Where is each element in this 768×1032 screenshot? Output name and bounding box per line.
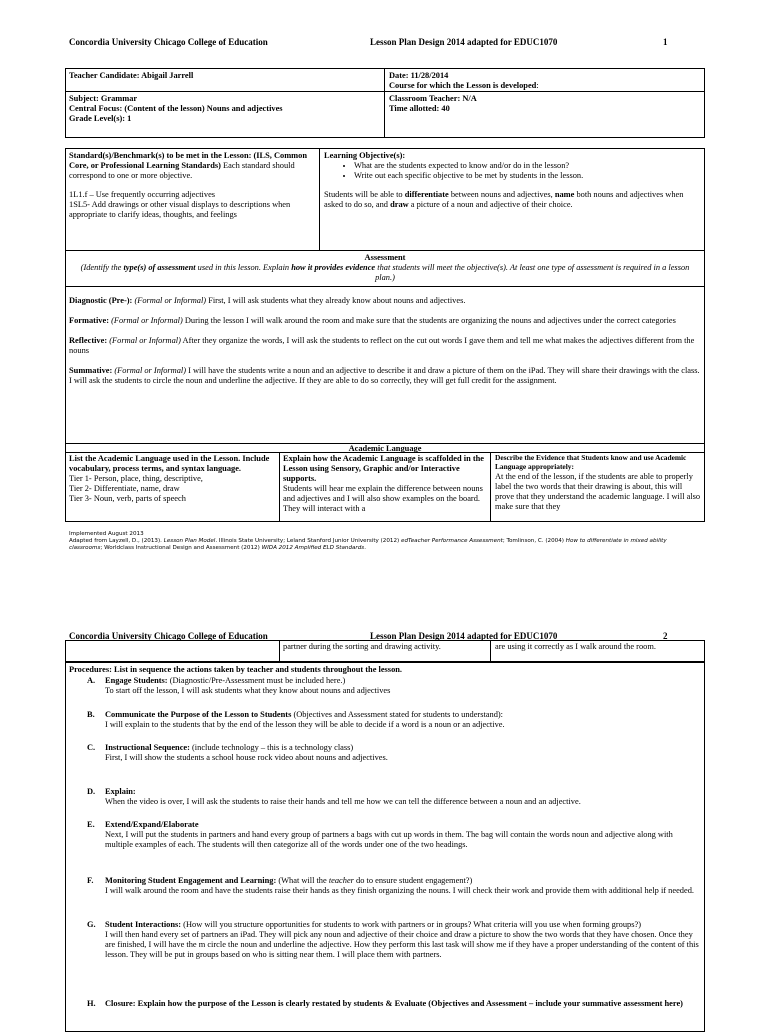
page-number: 1 <box>663 37 668 47</box>
assessment-instructions: (Identify the type(s) of assessment used in this lesson. Explain how it provides evidence that students will meet the objective(s). At least one type of assessment is required in a lesson plan.) <box>80 263 690 283</box>
objectives-cell <box>324 151 702 210</box>
procedure-step-e: E. Extend/Expand/Elaborate Next, I will put the students in partners and hand every group of partners a bags with cut up words in them. The bag will contain the words noun and adjective along with multiple examples of each. The students will then categorize all of the words under one of the two headings. <box>87 820 673 850</box>
tier-line: Tier 3- Noun, verb, parts of speech <box>69 494 186 504</box>
page-header-center: Lesson Plan Design 2014 adapted for EDUC1070 <box>370 37 558 47</box>
subject: Subject: Grammar <box>69 94 138 103</box>
academic-language-title: Academic Language <box>348 444 422 453</box>
classroom-teacher: Classroom Teacher: N/A <box>389 94 477 103</box>
tier-line: Tier 1- Person, place, thing, descriptive, <box>69 474 203 484</box>
procedures-title: Procedures: List in sequence the actions taken by teacher and students throughout the lesson. <box>69 665 403 674</box>
procedure-step-a: A. Engage Students: (Diagnostic/Pre-Assessment must be included here.) To start off the lesson, I will ask students what they know about nouns and adjectives <box>87 676 391 696</box>
academic-col-2 <box>283 454 486 520</box>
course-label: Course for which the Lesson is developed <box>389 81 537 90</box>
page-header-left: Concordia University Chicago College of Education <box>69 37 268 47</box>
reflective-assessment: Reflective: (Formal or Informal) After they organize the words, I will ask the students to reflect on the cut out words I gave them and tell me what makes the adjectives different from the nouns <box>69 336 695 356</box>
central-focus: Central Focus: (Content of the lesson) Nouns and adjectives <box>69 104 283 113</box>
footnote <box>69 531 699 552</box>
course-colon: : <box>536 81 539 90</box>
procedure-step-h: H. Closure: Explain how the purpose of the Lesson is clearly restated by students & Evaluate (Objectives and Assessment – include your summative assessment here) <box>87 999 683 1008</box>
course-line <box>389 81 539 91</box>
academic-col-1 <box>69 454 276 504</box>
lesson-date: Date: 11/28/2014 <box>389 71 449 80</box>
grade-level: Grade Level(s): 1 <box>69 114 132 123</box>
standards-title-rest: Each standard should correspond to one or more objective. <box>69 161 295 181</box>
academic-col-2-text: Students will hear me explain the difference between nouns and adjectives and I will also show examples on the board. They will interact with a <box>283 484 483 514</box>
assessment-body <box>69 296 701 386</box>
procedure-step-c: C. Instructional Sequence: (include technology – this is a technology class) First, I will show the students a school house rock video about nouns and adjectives. <box>87 743 388 763</box>
academic-col-3 <box>495 454 702 520</box>
objective-bullet: • Write out each specific objective to be met by students in the lesson. <box>354 171 702 181</box>
page-header-center: Lesson Plan Design 2014 adapted for EDUC1070 <box>370 631 558 641</box>
academic-col-2-head: Explain how the Academic Language is scaffolded in the Lesson using Sensory, Graphic and/or Interactive supports. <box>283 454 485 484</box>
standard-item-1: 1L1.f – Use frequently occurring adjectives <box>69 190 216 200</box>
time-allotted <box>389 104 450 114</box>
standards-title: Standard(s)/Benchmark(s) to be met in the Lesson: (ILS, Common Core, or Professional Learning Standards) <box>69 151 307 171</box>
academic-col-3-text: At the end of the lesson, if the students are able to properly label the two words that their drawing is about, this will prove that they understand the academic language. I will also make sure that they <box>495 471 701 511</box>
procedure-step-f: F. Monitoring Student Engagement and Learning: (What will the teacher do to ensure student engagement?) I will walk around the room and have the students raise their hands as they finish organizing the nouns. I will check their work and provide them with additional help if needed. <box>87 876 694 896</box>
footnote-citation: Adapted from Layzell, D., (2013). Lesson Plan Model. Illinois State University; Leland Stanford Junior University (2012) edTeacher Performance Assessment; Tomlinson, C. (2004) How to differentiate in mixed ability classrooms; Worldclass Instructional Design and Assessment (2012) WIDA 2012 Amplified ELD Standards. <box>69 537 667 551</box>
procedure-step-b: B. Communicate the Purpose of the Lesson to Students (Objectives and Assessment stated for students to understand): I will explain to the students that by the end of the lesson they will be able to decide if a word is a noun or an adjective. <box>87 710 505 730</box>
academic-col-1-head: List the Academic Language used in the Lesson. Include vocabulary, process terms, and syntax language. <box>69 454 270 474</box>
objectives-title: Learning Objective(s): <box>324 151 406 160</box>
assessment-title: Assessment <box>364 253 406 262</box>
procedure-step-g: G. Student Interactions: (How will you structure opportunities for students to work with partners or in groups? What criteria will you use when forming groups?) I will then hand every set of partners an iPad. They will pick any noun and adjective of their choice and draw a picture to show the two words that they have chosen. Once they are finished, I will have the m circle the noun and underline the adjective. How they perform this last task will show me if they have a proper understanding of the content of this lesson. They will be put in groups based on who is sitting near them. I will place them with partners. <box>87 920 699 960</box>
standard-item-2: 1SL5- Add drawings or other visual displays to descriptions when appropriate to clarify ideas, thoughts, and feelings <box>69 200 291 220</box>
page-header-left: Concordia University Chicago College of Education <box>69 631 268 641</box>
standards-cell <box>69 151 315 220</box>
summative-assessment: Summative: (Formal or Informal) I will have the students write a noun and an adjective to describe it and draw a picture of them on the iPad. They will share their drawings with the class. I will ask the students to circle the noun and underline the adjective. If they are able to do so correctly, they will get full credit for the assignment. <box>69 366 700 386</box>
academic-col-3-continued: are using it correctly as I walk around the room. <box>495 642 656 651</box>
objectives-text: Students will be able to differentiate between nouns and adjectives, name both nouns and adjectives when asked to do so, and draw a picture of a noun and adjective of their choice. <box>324 190 684 210</box>
tier-line: Tier 2- Differentiate, name, draw <box>69 484 180 494</box>
procedure-step-d: D. Explain: When the video is over, I will ask the students to raise their hands and tell me how we can tell the difference between a noun and an adjective. <box>87 787 581 807</box>
academic-col-2-continued: partner during the sorting and drawing activity. <box>283 642 441 651</box>
teacher-candidate: Teacher Candidate: Abigail Jarrell <box>69 71 194 80</box>
footnote-implemented: Implemented August 2013 <box>69 531 144 537</box>
objective-bullet: • What are the students expected to know and/or do in the lesson? <box>354 161 702 171</box>
time-allotted-value: 40 <box>441 104 450 113</box>
academic-col-3-head: Describe the Evidence that Students know and use Academic Language appropriately: <box>495 454 687 471</box>
page-number: 2 <box>663 631 668 641</box>
diagnostic-assessment: Diagnostic (Pre-): (Formal or Informal) First, I will ask students what they already know about nouns and adjectives. <box>69 296 466 305</box>
formative-assessment: Formative: (Formal or Informal) During the lesson I will walk around the room and make sure that the students are organizing the nouns and adjectives under the correct categories <box>69 316 676 326</box>
time-allotted-label: Time allotted: <box>389 104 442 113</box>
